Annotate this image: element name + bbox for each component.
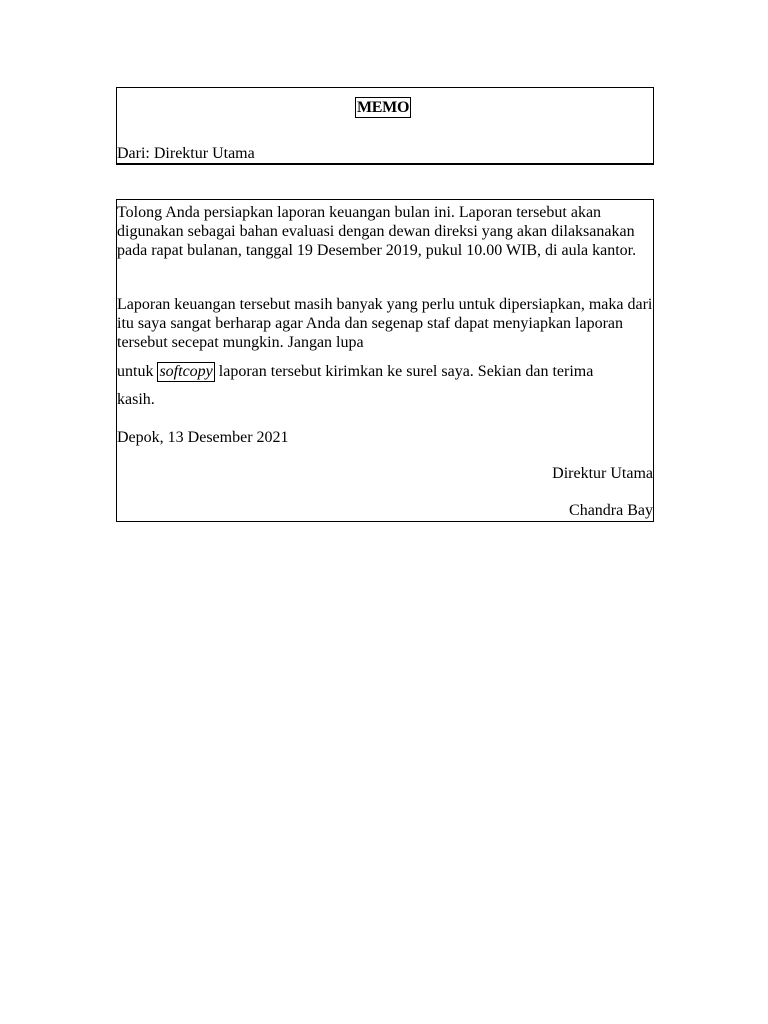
memo-header-box [116,87,654,165]
memo-from: Dari: Direktur Utama [117,145,255,162]
softcopy-highlight: softcopy [159,363,213,380]
signature-name: Chandra Bay [569,502,653,519]
softcopy-line-prefix: untuk [117,363,154,380]
signature-title: Direktur Utama [552,465,653,482]
memo-title: MEMO [357,99,410,116]
softcopy-line-suffix: laporan tersebut kirimkan ke surel saya. Sekian dan terima [218,363,594,380]
memo-body-box [116,199,654,522]
memo-softcopy-line [117,362,593,382]
memo-date: Depok, 13 Desember 2021 [117,429,289,446]
memo-closing-word: kasih. [117,391,155,408]
memo-paragraph-2: Laporan keuangan tersebut masih banyak yang perlu untuk dipersiapkan, maka dari itu saya sangat berharap agar Anda dan segenap staf dapat menyiapkan laporan tersebut secepat mungkin. Jangan lupa [117,296,653,351]
memo-paragraph-1: Tolong Anda persiapkan laporan keuangan bulan ini. Laporan tersebut akan digunakan sebagai bahan evaluasi dengan dewan direksi yang akan dilaksanakan pada rapat bulanan, tanggal 19 Desember 2019, pukul 10.00 WIB, di aula kantor. [117,204,637,259]
